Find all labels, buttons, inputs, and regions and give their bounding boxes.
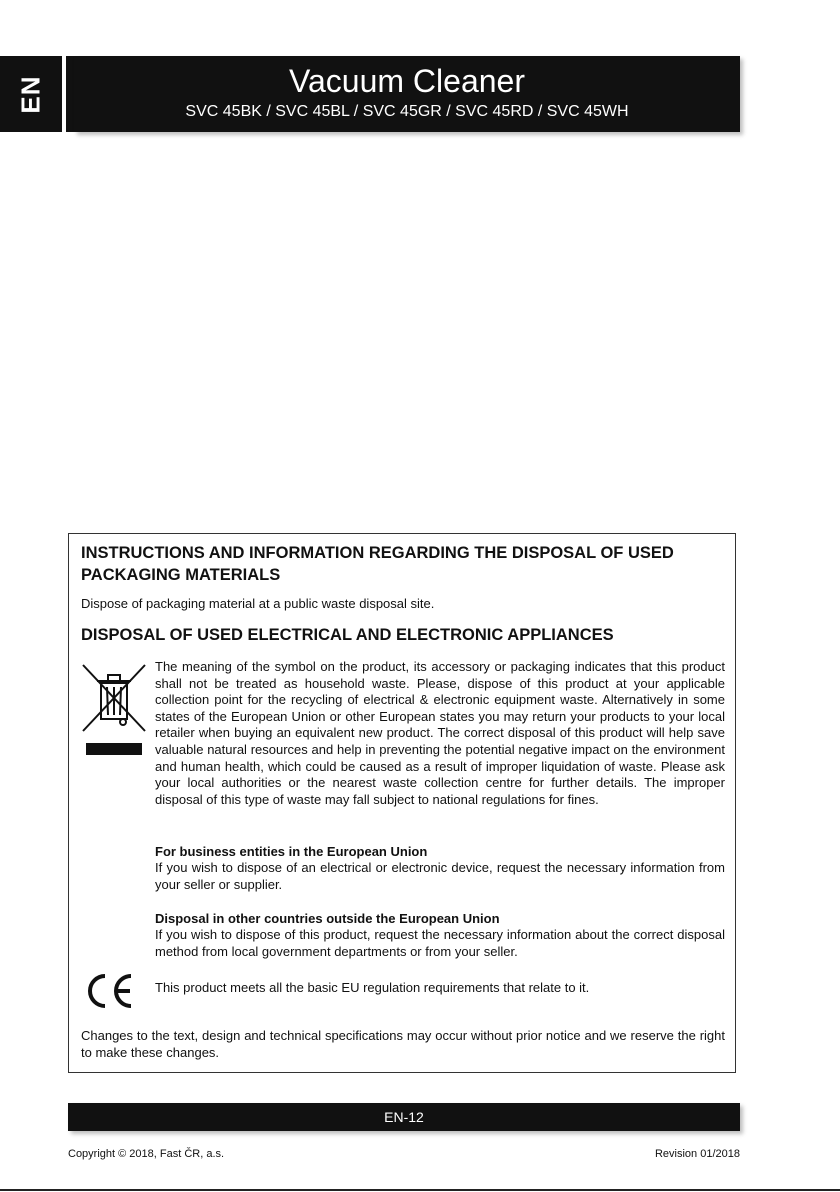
packaging-heading: INSTRUCTIONS AND INFORMATION REGARDING THE DISPOSAL OF USED PACKAGING MATERIALS [81, 544, 674, 584]
weee-text: The meaning of the symbol on the product, its accessory or packaging indicates that this product shall not be treated as household waste. Please, dispose of this product at your applicable collection point for the recycling of electrical & electronic equipment waste. Alternatively in some states of the European Union or other European states you may return your products to your local retailer when buying an equivalent new product. The correct disposal of this product will help save valuable natural resources and help in preventing the potential negative impact on the environment and human health, which could be caused as a result of improper liquidation of waste. Please ask your local authorities or the nearest waste collection centre for further details. The improper disposal of this type of waste may fall subject to national regulations for fines. [155, 659, 725, 807]
outside-eu-text: If you wish to dispose of this product, request the necessary information about the correct disposal method from local government departments or from your seller. [155, 927, 725, 959]
language-tab [0, 56, 62, 132]
language-tab-label: EN [15, 74, 46, 114]
business-heading: For business entities in the European Union [155, 844, 428, 859]
ce-text: This product meets all the basic EU regulation requirements that relate to it. [155, 980, 590, 995]
revision-text: Revision 01/2018 [654, 1148, 740, 1160]
tab-separator-dark [66, 56, 74, 132]
packaging-text: Dispose of packaging material at a public waste disposal site. [81, 596, 435, 611]
outside-eu-heading: Disposal in other countries outside the European Union [155, 911, 500, 926]
business-text: If you wish to dispose of an electrical or electronic device, request the necessary information from your seller or supplier. [155, 860, 725, 892]
model-list: SVC 45BK / SVC 45BL / SVC 45GR / SVC 45RD / SVC 45WH [185, 103, 629, 120]
ce-mark-icon [83, 972, 135, 1010]
weee-heading: DISPOSAL OF USED ELECTRICAL AND ELECTRONIC APPLIANCES [81, 626, 614, 644]
page-number-bar [68, 1103, 740, 1131]
bottom-rule [0, 1189, 840, 1191]
copyright-text: Copyright © 2018, Fast ČR, a.s. [68, 1148, 225, 1160]
header-bar [74, 56, 740, 132]
page-number: EN-12 [384, 1109, 424, 1125]
crossed-out-wheelie-bin-icon [81, 661, 147, 757]
changes-text: Changes to the text, design and technical specifications may occur without prior notice and we reserve the right to make these changes. [81, 1028, 725, 1060]
page-title: Vacuum Cleaner [289, 63, 525, 99]
disposal-info-box [68, 533, 736, 1073]
